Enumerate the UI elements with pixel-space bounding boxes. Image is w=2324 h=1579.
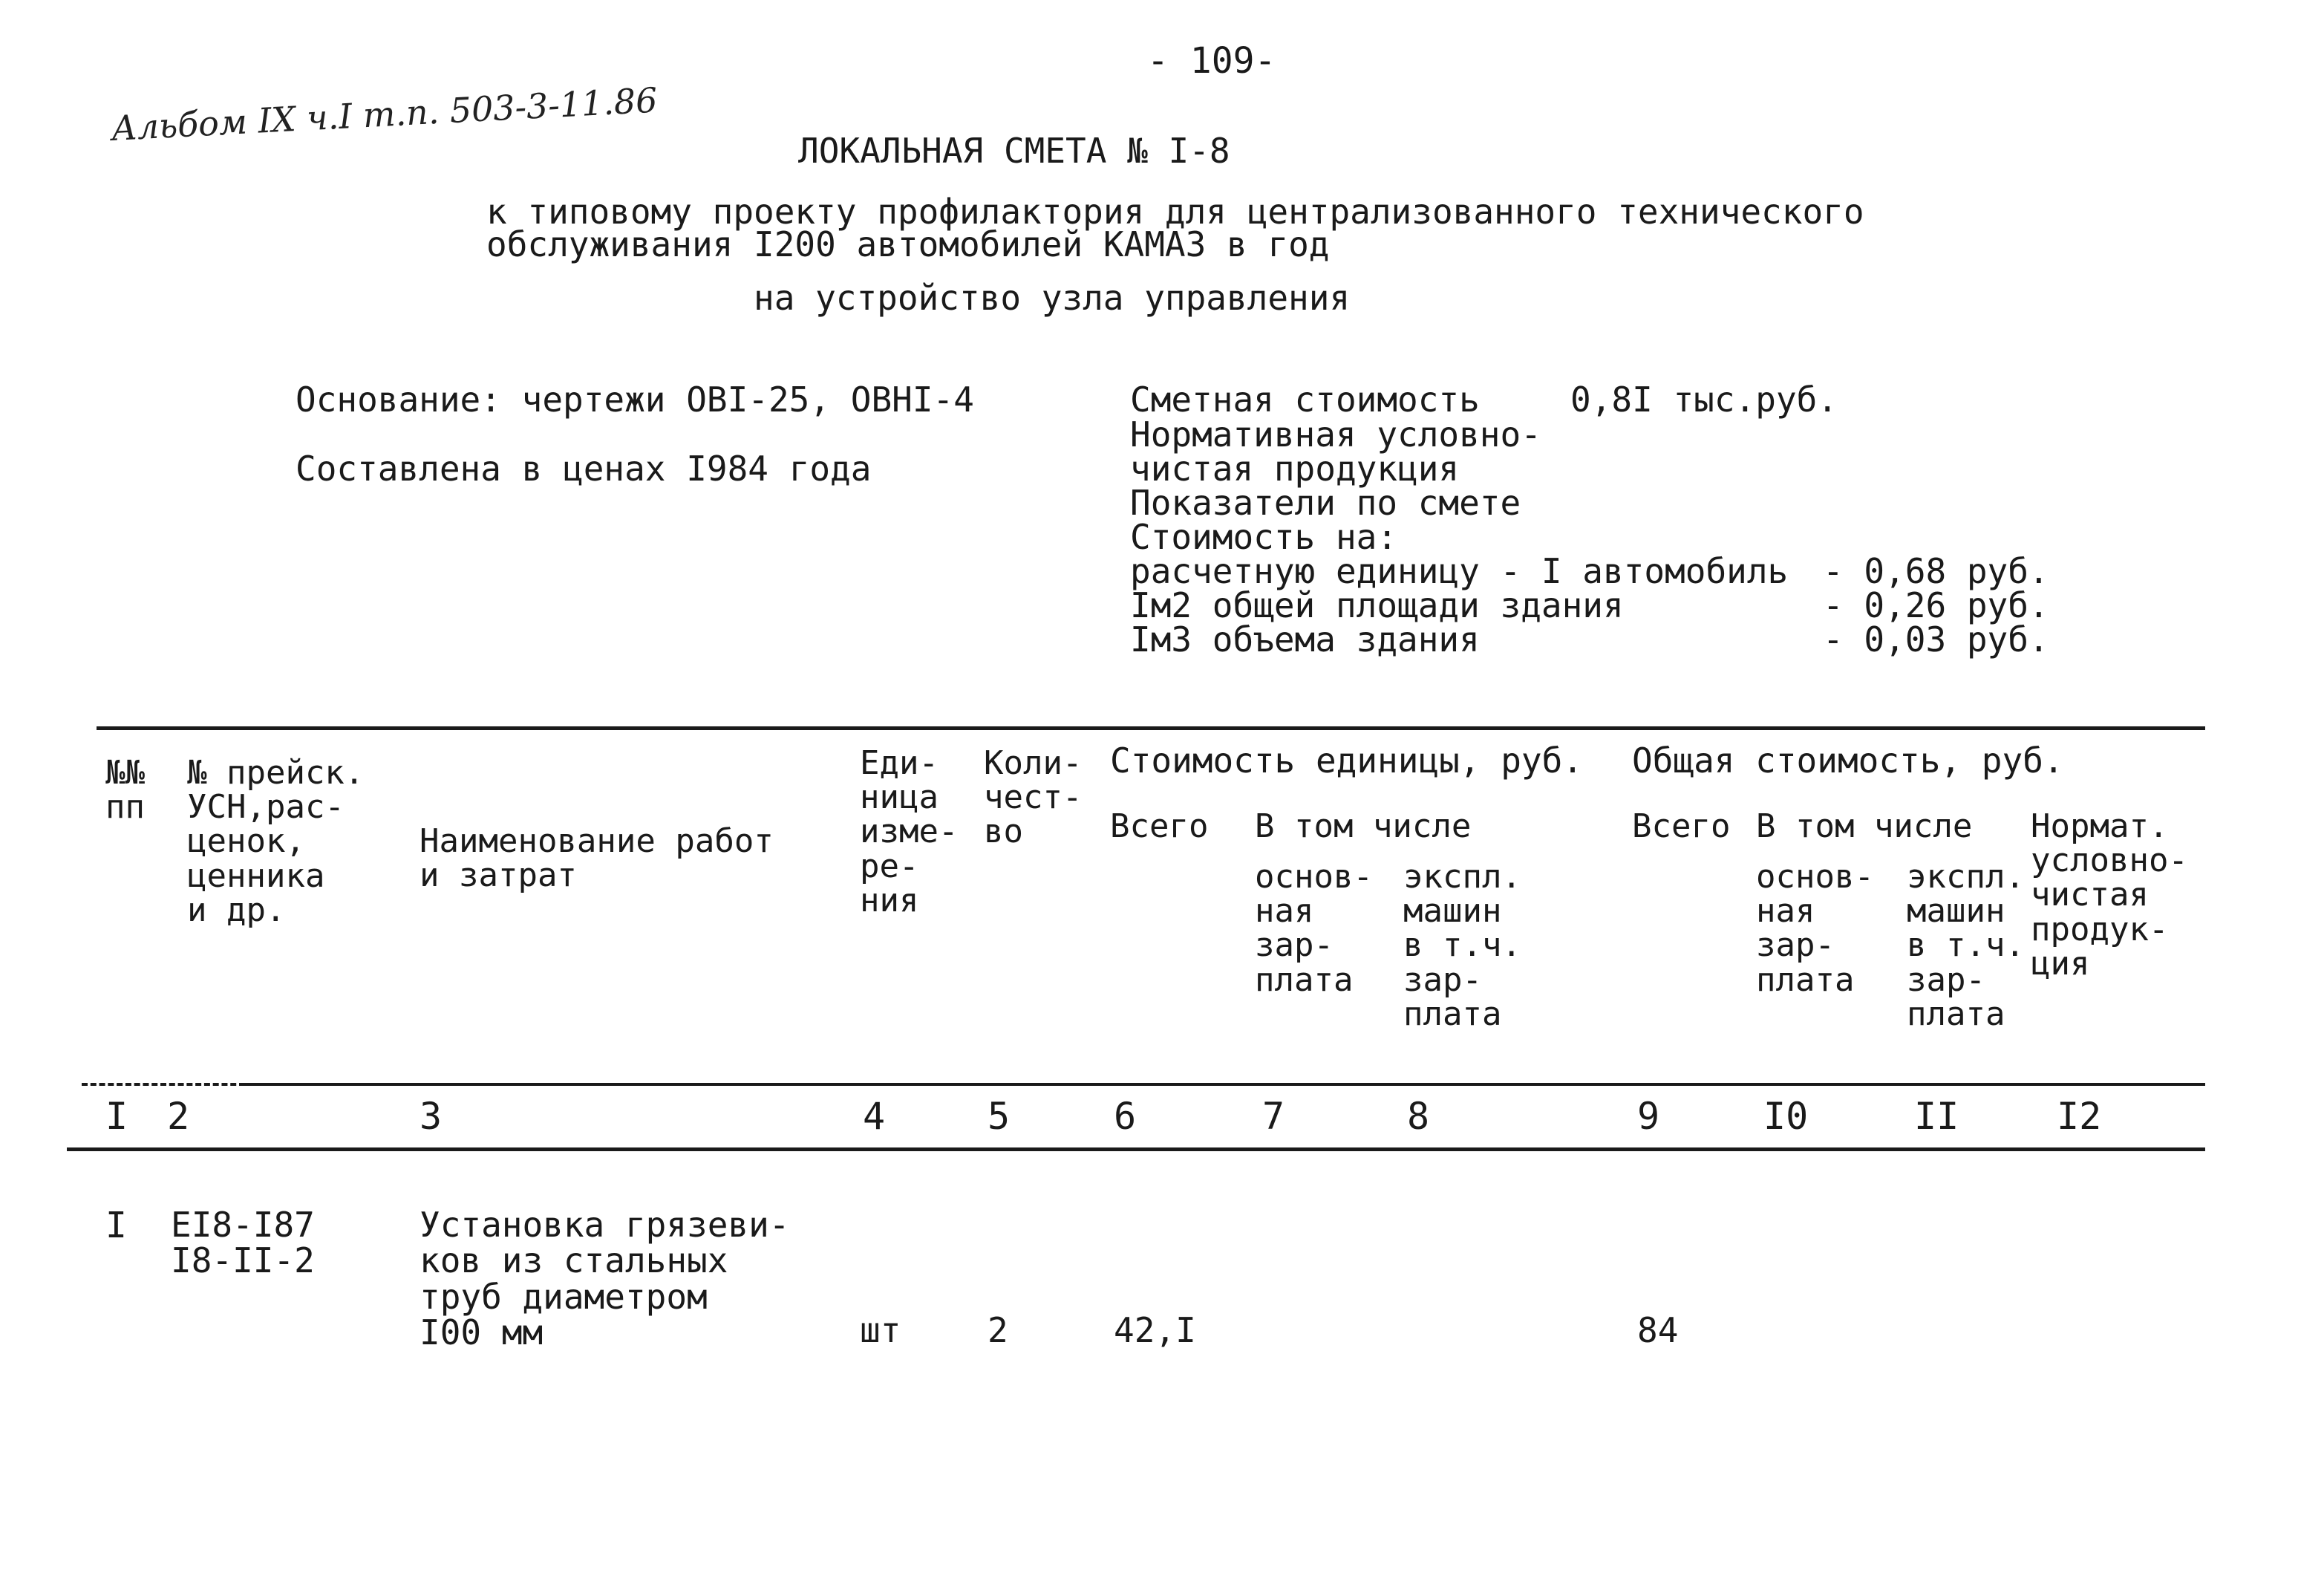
column-number: 3 xyxy=(420,1095,443,1138)
row-price-code: ЕI8-I87 I8-II-2 xyxy=(171,1205,315,1281)
basis-text: Основание: чертежи ОВI-25, ОВНI-4 xyxy=(296,380,974,420)
row-total-cost: 84 xyxy=(1637,1310,1679,1350)
header-total-cost-total: Всего xyxy=(1632,807,1731,845)
row-unit: шт xyxy=(860,1310,901,1350)
info-line: Стоимость на: xyxy=(1130,517,1398,557)
column-number: 2 xyxy=(167,1095,190,1138)
column-number: I2 xyxy=(2057,1095,2102,1138)
info-line: чистая продукция xyxy=(1130,449,1460,489)
info-line: Показатели по смете xyxy=(1130,483,1521,523)
column-number: I0 xyxy=(1763,1095,1809,1138)
header-unit-cost-total: Всего xyxy=(1110,807,1209,845)
header-normative-net-output: Нормат. условно- чистая продук- ция xyxy=(2031,807,2188,983)
row-quantity: 2 xyxy=(988,1310,1008,1350)
column-number: I xyxy=(105,1095,128,1138)
header-unit-cost-group: Стоимость единицы, руб. xyxy=(1110,740,1583,781)
indicator-value: - 0,26 руб. xyxy=(1823,585,2049,625)
row-number: I xyxy=(105,1205,127,1246)
header-work-name: Наименование работ и затрат xyxy=(420,822,774,895)
indicator-value: - 0,03 руб. xyxy=(1823,619,2049,660)
header-total-cost-including: В том числе xyxy=(1756,807,1973,845)
prices-year-text: Составлена в ценах I984 года xyxy=(296,449,872,489)
subtitle-line-2: обслуживания I200 автомобилей КАМАЗ в год xyxy=(486,224,1330,264)
subtitle-line-3: на устройство узла управления xyxy=(754,278,1351,318)
indicator-value: - 0,68 руб. xyxy=(1823,551,2049,591)
page-number: - 109- xyxy=(1147,40,1276,82)
indicator-label: Iм2 общей площади здания xyxy=(1130,585,1624,625)
row-work-name: Установка грязеви- ков из стальных труб диаметром I00 мм xyxy=(420,1205,790,1352)
header-bottom-rule xyxy=(245,1083,2205,1086)
column-number: 4 xyxy=(863,1095,886,1138)
header-price-code: № прейск. УСН,рас- ценок, ценника и др. xyxy=(187,754,365,929)
header-unit-machine-operation: экспл. машин в т.ч. зар- плата xyxy=(1403,858,1521,1033)
handwritten-note: Альбом IX ч.I т.п. 503-3-11.86 xyxy=(110,79,659,149)
estimate-label: Сметная стоимость xyxy=(1130,380,1480,420)
subtitle-line-1: к типовому проекту профилактория для централизованного технического xyxy=(486,192,1864,232)
column-numbers-bottom-rule xyxy=(67,1147,2205,1151)
column-number: 9 xyxy=(1637,1095,1660,1138)
header-total-machine-operation: экспл. машин в т.ч. зар- плата xyxy=(1907,858,2025,1033)
column-number: II xyxy=(1914,1095,1959,1138)
table-top-rule xyxy=(97,726,2205,730)
column-number: 8 xyxy=(1407,1095,1430,1138)
indicator-label: расчетную единицу - I автомобиль xyxy=(1130,551,1789,591)
header-total-cost-group: Общая стоимость, руб. xyxy=(1632,740,2064,781)
header-unit-cost-including: В том числе xyxy=(1255,807,1472,845)
header-total-base-salary: основ- ная зар- плата xyxy=(1756,858,1874,999)
indicator-label: Iм3 объема здания xyxy=(1130,619,1480,660)
estimate-value: 0,8I тыс.руб. xyxy=(1570,380,1838,420)
column-number: 5 xyxy=(988,1095,1011,1138)
header-row-number: №№ пп xyxy=(105,754,145,827)
row-unit-cost-total: 42,I xyxy=(1114,1310,1196,1350)
column-number: 6 xyxy=(1114,1095,1137,1138)
header-bottom-rule-dashed xyxy=(82,1083,245,1086)
document-title: ЛОКАЛЬНАЯ СМЕТА № I-8 xyxy=(798,131,1230,171)
info-line: Нормативная условно- xyxy=(1130,414,1541,455)
header-unit: Еди- ница изме- ре- ния xyxy=(860,744,959,919)
header-quantity: Коли- чест- во xyxy=(984,744,1083,851)
column-number: 7 xyxy=(1262,1095,1285,1138)
header-unit-base-salary: основ- ная зар- плата xyxy=(1255,858,1373,999)
